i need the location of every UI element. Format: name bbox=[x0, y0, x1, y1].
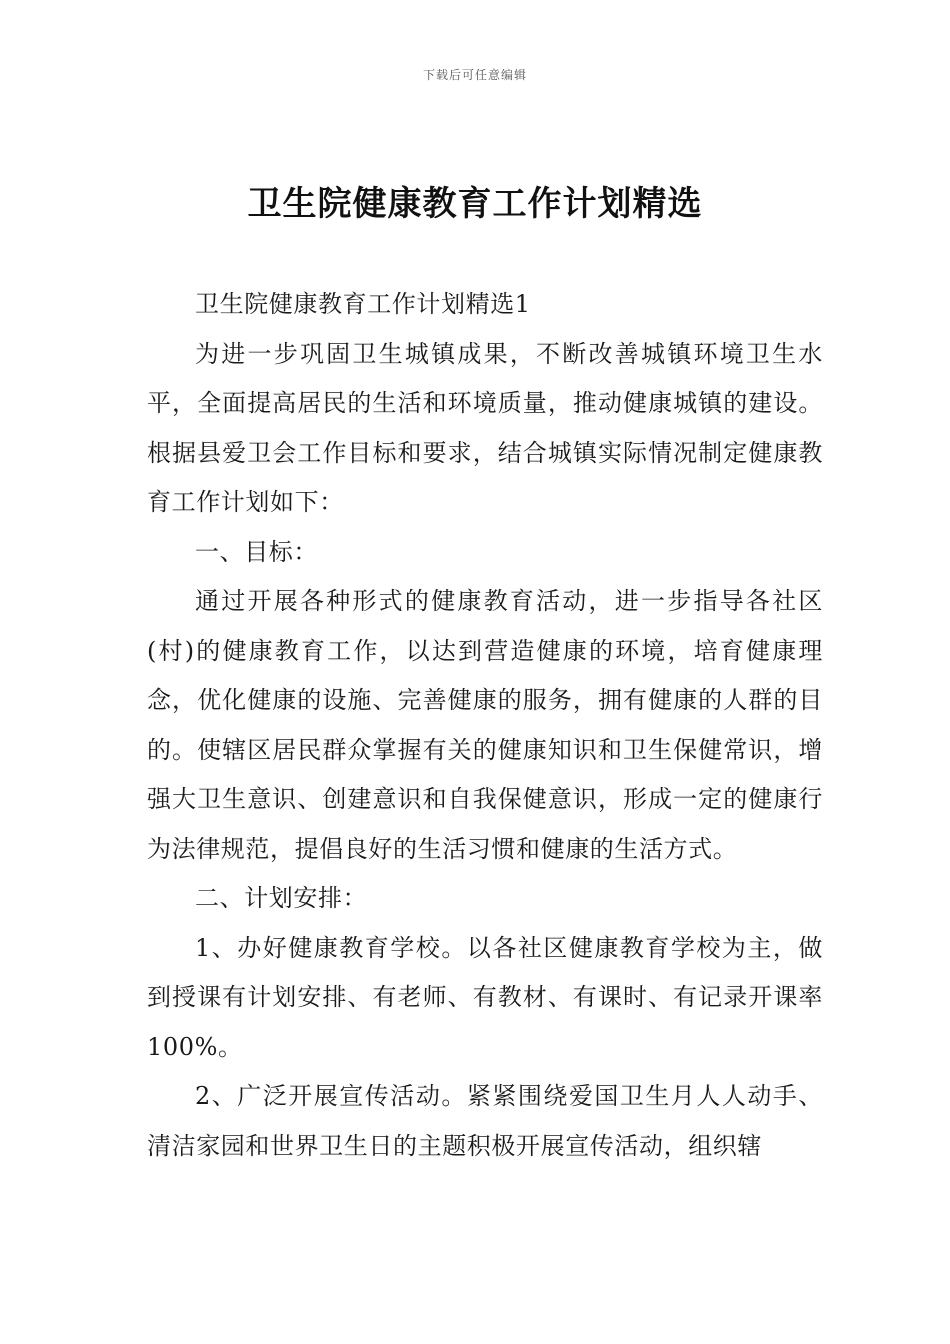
plan-heading: 二、计划安排： bbox=[195, 884, 368, 912]
goal-heading: 一、目标： bbox=[195, 537, 318, 566]
plan-item-1: 1、办好健康教育学校。以各社区健康教育学校为主，做到授课有计划安排、有老师、有教材、有课时、有记录开课率100%。 bbox=[147, 933, 823, 1061]
header-note: 下载后可任意编辑 bbox=[422, 68, 527, 82]
intro-paragraph: 为进一步巩固卫生城镇成果，不断改善城镇环境卫生水平，全面提高居民的生活和环境质量，推动健康城镇的建设。根据县爱卫会工作目标和要求，结合城镇实际情况制定健康教育工作计划如下： bbox=[147, 339, 823, 516]
goal-paragraph: 通过开展各种形式的健康教育活动，进一步指导各社区(村)的健康教育工作，以达到营造健康的环境，培育健康理念，优化健康的设施、完善健康的服务，拥有健康的人群的目的。使辖区居民群众掌握有关的健康知识和卫生保健常识，增强大卫生意识、创建意识和自我保健意识，形成一定的健康行为法律规范，提倡良好的生活习惯和健康的生活方式。 bbox=[147, 587, 823, 863]
plan-item-2: 2、广泛开展宣传活动。紧紧围绕爱国卫生月人人动手、清洁家园和世界卫生日的主题积极开展宣传活动，组织辖 bbox=[147, 1082, 823, 1160]
document-body bbox=[147, 280, 823, 1171]
section-heading: 卫生院健康教育工作计划精选1 bbox=[195, 290, 531, 318]
document-title: 卫生院健康教育工作计划精选 bbox=[247, 184, 703, 224]
